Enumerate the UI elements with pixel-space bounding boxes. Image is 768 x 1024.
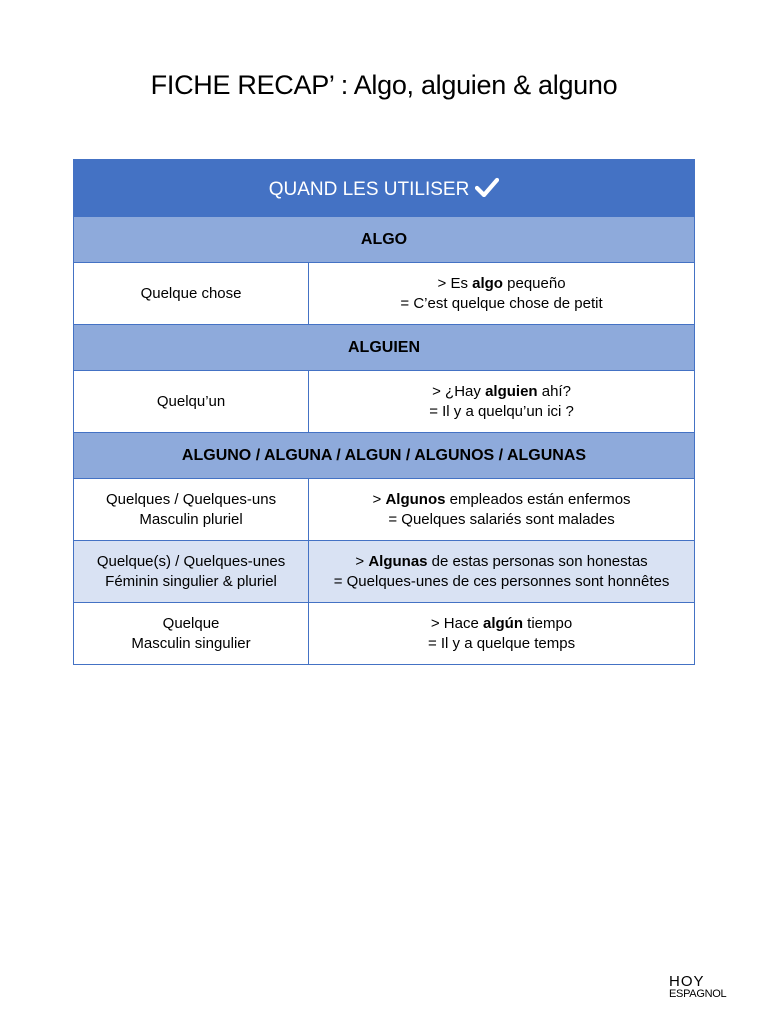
table-row	[74, 479, 695, 541]
meaning-cell	[74, 263, 309, 325]
example-translation: = Quelques salariés sont malades	[388, 510, 615, 528]
meaning-text: Quelque(s) / Quelques-unes	[96, 552, 286, 570]
example-cell	[309, 541, 695, 603]
section-heading-alguno: ALGUNO / ALGUNA / ALGUN / ALGUNOS / ALGUNAS	[74, 433, 695, 479]
meaning-text: Quelque chose	[140, 284, 242, 302]
logo-line-espagnol: ESPAGNOL	[669, 988, 727, 1000]
table-header-label: QUAND LES UTILISER	[268, 178, 470, 200]
section-heading-algo: ALGO	[74, 217, 695, 263]
example-translation: = Quelques-unes de ces personnes sont honnêtes	[333, 572, 670, 590]
gender-number-text: Masculin singulier	[131, 634, 251, 652]
meaning-cell	[74, 541, 309, 603]
table-header-row	[74, 160, 695, 217]
example-cell	[309, 603, 695, 665]
example-prefix: >	[372, 490, 386, 508]
meaning-cell	[74, 603, 309, 665]
checkmark-icon	[475, 177, 499, 197]
example-sentence	[315, 382, 688, 402]
section-row-alguien	[74, 325, 695, 371]
table-header	[74, 160, 695, 217]
example-sentence	[315, 490, 688, 510]
example-prefix: > ¿Hay	[432, 382, 486, 400]
table-row	[74, 603, 695, 665]
example-prefix: >	[355, 552, 369, 570]
example-suffix: pequeño	[502, 274, 566, 292]
example-sentence	[315, 274, 688, 294]
gender-number-text: Féminin singulier & pluriel	[105, 572, 277, 590]
example-keyword: Algunas	[368, 552, 428, 570]
example-keyword: alguien	[485, 382, 538, 400]
meaning-text: Quelques / Quelques-uns	[105, 490, 277, 508]
table-row	[74, 541, 695, 603]
example-cell	[309, 371, 695, 433]
page-title: FICHE RECAP’ : Algo, alguien & alguno	[150, 70, 618, 100]
example-cell	[309, 263, 695, 325]
meaning-text: Quelqu’un	[156, 392, 226, 410]
example-prefix: > Hace	[430, 614, 483, 632]
section-heading-alguien: ALGUIEN	[74, 325, 695, 371]
logo-line-hoy: HOY	[669, 973, 705, 990]
section-row-alguno	[74, 433, 695, 479]
example-suffix: empleados están enfermos	[445, 490, 631, 508]
table-row	[74, 371, 695, 433]
example-keyword: algo	[472, 274, 503, 292]
table-row	[74, 263, 695, 325]
gender-number-text: Masculin pluriel	[139, 510, 243, 528]
meaning-cell	[74, 479, 309, 541]
hoy-espagnol-logo	[669, 974, 735, 1002]
example-prefix: > Es	[437, 274, 473, 292]
example-sentence	[315, 552, 688, 572]
example-suffix: tiempo	[523, 614, 573, 632]
example-translation: = C’est quelque chose de petit	[400, 294, 603, 312]
example-suffix: de estas personas son honestas	[427, 552, 648, 570]
example-keyword: Algunos	[385, 490, 446, 508]
meaning-cell	[74, 371, 309, 433]
example-translation: = Il y a quelque temps	[427, 634, 576, 652]
example-translation: = Il y a quelqu’un ici ?	[429, 402, 574, 420]
section-row-algo	[74, 217, 695, 263]
example-sentence	[315, 614, 688, 634]
meaning-text: Quelque	[162, 614, 220, 632]
example-cell	[309, 479, 695, 541]
recap-table	[73, 159, 695, 665]
example-suffix: ahí?	[537, 382, 571, 400]
example-keyword: algún	[483, 614, 523, 632]
